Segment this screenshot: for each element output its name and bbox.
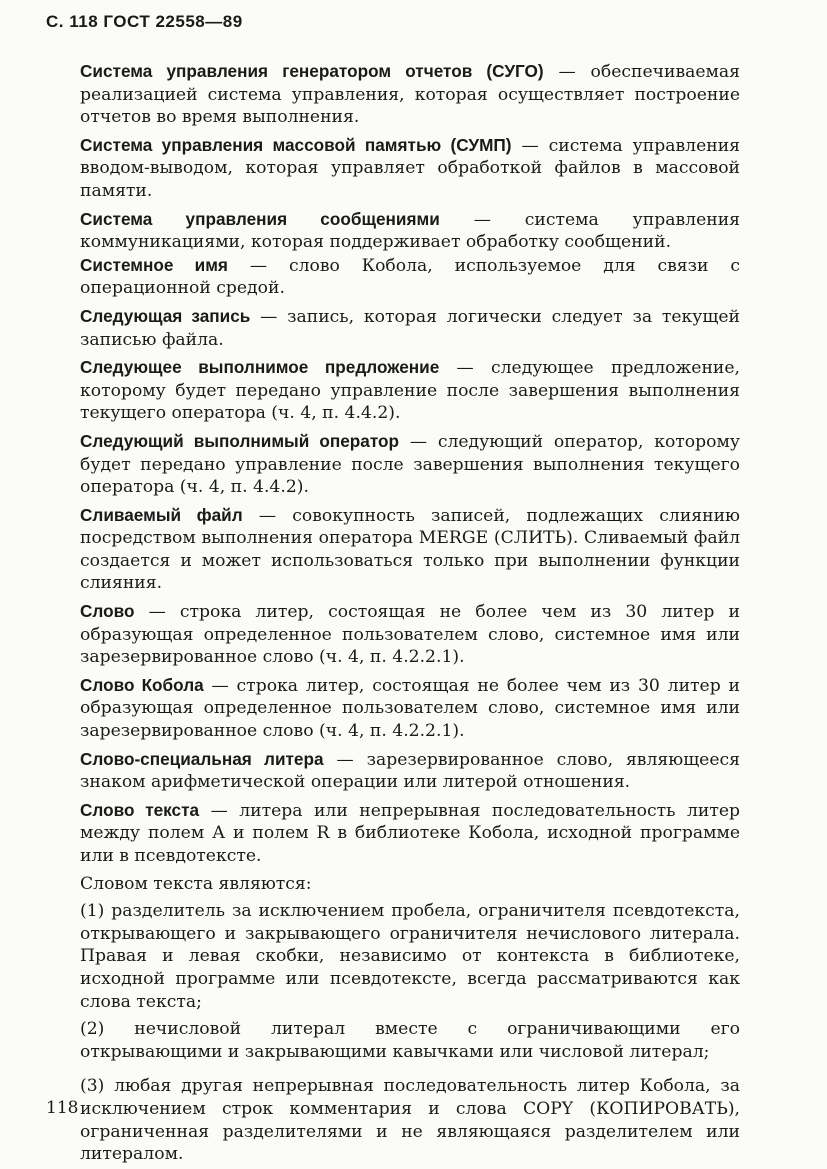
definition-entry <box>80 208 740 254</box>
definition-text: — совокупность записей, подлежащих слиянию посредством выполнения оператора MERGE (СЛИТЬ). Сливаемый файл создается и может использоваться только при выполнении функции слияния. <box>80 505 740 594</box>
definition-entry <box>80 430 740 499</box>
list-item: (3) любая другая непрерывная последовательность литер Кобола, за исключением строк комментария и слова COPY (КОПИРОВАТЬ), ограниченная разделителями и не являющаяся разделителем или литералом. <box>80 1076 740 1165</box>
definition-text: — обеспечиваемая реализацией система управления, которая осуществляет построение отчетов во время выполнения. <box>80 62 741 128</box>
list-item: (2) нечисловой литерал вместе с ограничивающими его открывающими и закрывающими кавычками или числовой литерал; <box>80 1019 740 1062</box>
definition-text: — зарезервированное слово, являющееся знаком арифметической операции или литерой отношения. <box>80 749 740 793</box>
definition-entry <box>80 504 740 595</box>
definition-entry <box>80 674 740 743</box>
document-body <box>80 60 740 1166</box>
definition-term: Слово <box>80 601 135 622</box>
definition-entry <box>80 254 740 300</box>
definition-text: — следующее предложение, которому будет передано управление после завершения выполнения текущего оператора (ч. 4, п. 4.4.2). <box>80 358 740 424</box>
definition-entry <box>80 134 740 203</box>
definition-term: Слово текста <box>80 799 200 820</box>
definition-text: — система управления вводом-выводом, которая управляет обработкой файлов в массовой памяти. <box>80 135 741 201</box>
definition-entry <box>80 305 740 351</box>
definition-text: — строка литер, состоящая не более чем из 30 литер и образующая определенное пользователем слово, системное имя или зарезервированное слово (ч. 4, п. 4.2.2.1). <box>80 675 740 742</box>
definition-term: Следующее выполнимое предложение <box>80 357 440 378</box>
page-header: С. 118 ГОСТ 22558—89 <box>46 12 243 31</box>
definition-term: Слово-специальная литера <box>80 748 324 769</box>
definition-text: — слово Кобола, используемое для связи с операционной средой. <box>80 255 740 299</box>
definition-term: Системное имя <box>80 254 228 275</box>
definition-term: Сливаемый файл <box>80 504 243 525</box>
definition-entry <box>80 600 740 669</box>
definition-text: — система управления коммуникациями, которая поддерживает обработку сообщений. <box>80 209 741 253</box>
definition-entry <box>80 799 740 868</box>
definition-term: Слово Кобола <box>80 674 204 695</box>
definition-text: — следующий оператор, которому будет передано управление после завершения выполнения текущего оператора (ч. 4, п. 4.4.2). <box>80 431 740 498</box>
definition-term: Система управления сообщениями <box>80 208 440 229</box>
definition-term: Следующая запись <box>80 305 251 326</box>
definition-text: — литера или непрерывная последовательность литер между полем А и полем R в библиотеке Кобола, исходной программе или в псевдотексте. <box>80 800 740 866</box>
list-intro: Словом текста являются: <box>80 873 312 894</box>
definition-term: Система управления генератором отчетов (СУГО) <box>80 61 544 81</box>
page-number: 118 <box>46 1098 79 1118</box>
list-item: (1) разделитель за исключением пробела, ограничителя псевдотекста, открывающего и закрывающего ограничителя нечислового литерала. Правая и левая скобки, независимо от контекста в библиотеке, исходной программе или псевдотексте, всегда рассматриваются как слова текста; <box>80 901 740 1012</box>
definition-entry <box>80 748 740 794</box>
definition-term: Система управления массовой памятью (СУМП) <box>80 134 512 155</box>
definition-entry <box>80 60 740 129</box>
definition-term: Следующий выполнимый оператор <box>80 430 400 451</box>
definition-entry <box>80 356 740 425</box>
definition-text: — строка литер, состоящая не более чем из 30 литер и образующая определенное пользователем слово, системное имя или зарезервированное слово (ч. 4, п. 4.2.2.1). <box>80 602 740 668</box>
definition-text: — запись, которая логически следует за текущей записью файла. <box>80 306 741 350</box>
